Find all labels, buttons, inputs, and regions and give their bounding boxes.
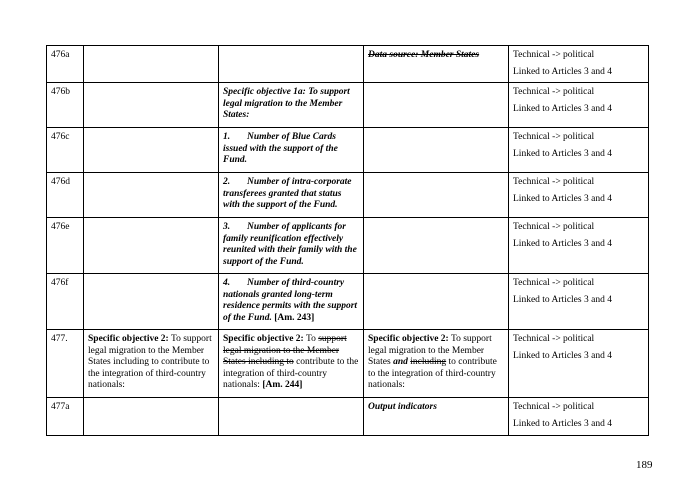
cell-commission bbox=[84, 46, 219, 83]
cell-comments: Technical -> political Linked to Articles 3 and 4 bbox=[509, 83, 649, 128]
row-id: 476a bbox=[47, 46, 84, 83]
cell-commission bbox=[84, 173, 219, 218]
cell-parliament bbox=[219, 46, 364, 83]
cell-comments: Technical -> political Linked to Articles 3 and 4 bbox=[509, 218, 649, 274]
table-row bbox=[47, 274, 649, 330]
row-id: 477a bbox=[47, 398, 84, 436]
table-row bbox=[47, 46, 649, 83]
cell-council bbox=[364, 218, 509, 274]
row-id: 476c bbox=[47, 128, 84, 173]
cell-council bbox=[364, 274, 509, 330]
cell-parliament: Specific objective 1a: To support legal migration to the Member States: bbox=[219, 83, 364, 128]
cell-parliament: 2. Number of intra-corporate transferees granted that status with the support of the Fund. bbox=[219, 173, 364, 218]
table-row bbox=[47, 218, 649, 274]
cell-parliament: 4. Number of third-country nationals granted long-term residence permits with the support of the Fund. [Am. 243] bbox=[219, 274, 364, 330]
table-row bbox=[47, 173, 649, 218]
row-id: 477. bbox=[47, 330, 84, 398]
row-id: 476e bbox=[47, 218, 84, 274]
cell-council: Specific objective 2: To support legal migration to the Member States and including to contribute to the integration of third-country nationals: bbox=[364, 330, 509, 398]
table-row bbox=[47, 128, 649, 173]
row-id: 476d bbox=[47, 173, 84, 218]
table-row bbox=[47, 83, 649, 128]
cell-comments: Technical -> political Linked to Articles 3 and 4 bbox=[509, 46, 649, 83]
cell-council bbox=[364, 173, 509, 218]
cell-commission bbox=[84, 128, 219, 173]
cell-comments: Technical -> political Linked to Articles 3 and 4 bbox=[509, 274, 649, 330]
cell-council bbox=[364, 83, 509, 128]
cell-comments: Technical -> political Linked to Articles 3 and 4 bbox=[509, 398, 649, 436]
cell-commission bbox=[84, 274, 219, 330]
row-id: 476b bbox=[47, 83, 84, 128]
cell-parliament: 1. Number of Blue Cards issued with the support of the Fund. bbox=[219, 128, 364, 173]
cell-parliament: 3. Number of applicants for family reunification effectively reunited with their family with the support of the Fund. bbox=[219, 218, 364, 274]
cell-comments: Technical -> political Linked to Articles 3 and 4 bbox=[509, 173, 649, 218]
cell-parliament: Specific objective 2: To support legal migration to the Member States including to contribute to the integration of third-country nationals: [Am. 244] bbox=[219, 330, 364, 398]
cell-parliament bbox=[219, 398, 364, 436]
cell-commission: Specific objective 2: To support legal migration to the Member States including to contribute to the integration of third-country nationals: bbox=[84, 330, 219, 398]
table-row bbox=[47, 398, 649, 436]
cell-comments: Technical -> political Linked to Articles 3 and 4 bbox=[509, 330, 649, 398]
page-number: 189 bbox=[636, 459, 653, 471]
cell-comments: Technical -> political Linked to Articles 3 and 4 bbox=[509, 128, 649, 173]
row-id: 476f bbox=[47, 274, 84, 330]
table-row bbox=[47, 330, 649, 398]
cell-commission bbox=[84, 398, 219, 436]
cell-council bbox=[364, 128, 509, 173]
amendments-table bbox=[46, 45, 649, 436]
cell-commission bbox=[84, 83, 219, 128]
cell-council: Output indicators bbox=[364, 398, 509, 436]
cell-council: Data source: Member States bbox=[364, 46, 509, 83]
cell-commission bbox=[84, 218, 219, 274]
